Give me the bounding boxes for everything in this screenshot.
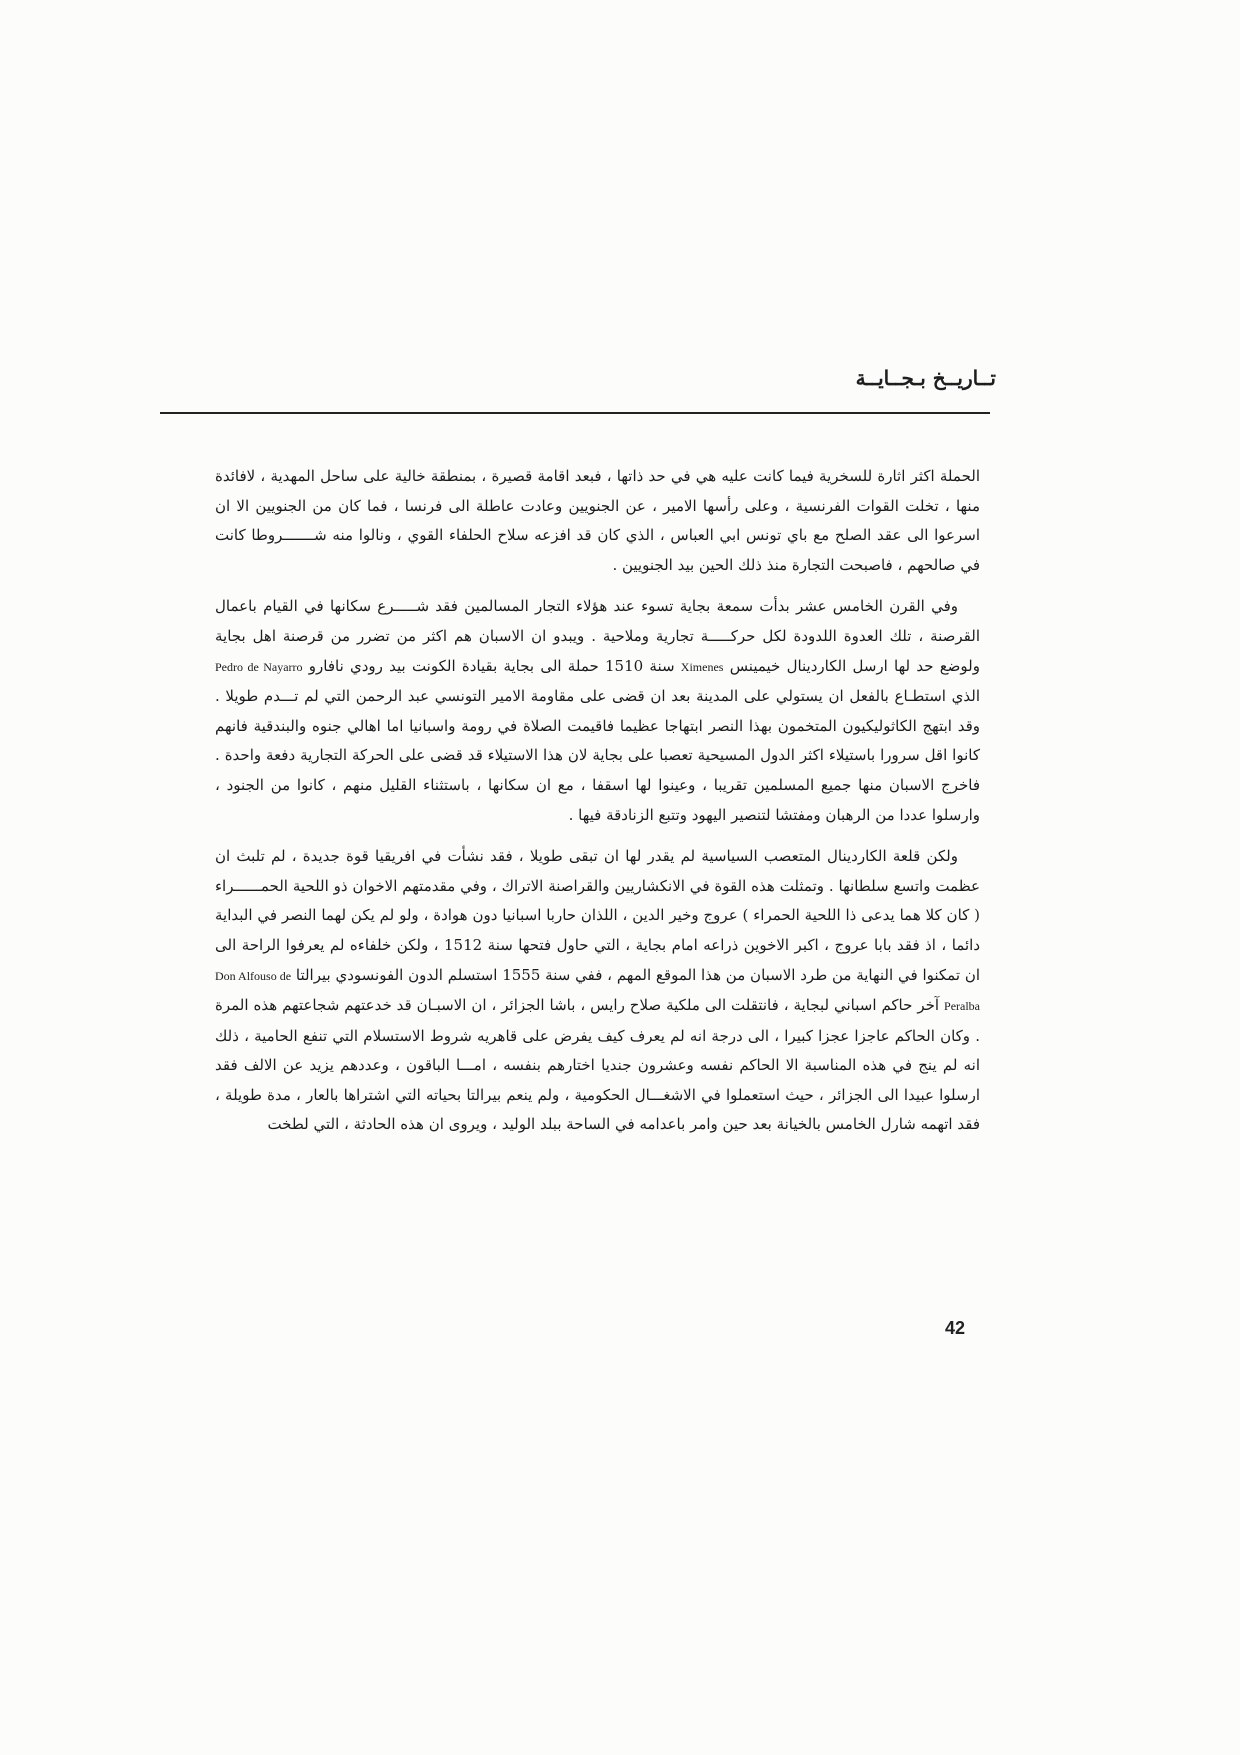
paragraph-3-text-b: آخر حاكم اسباني لبجاية ، فانتقلت الى ملكية صلاح رايس ، باشا الجزائر ، ان الاسبـان قد خدعتهم شجاعتهم هذه المرة . وكان الحاكم عاجزا عجزا كبيرا ، الى درجة انه لم يعرف كيف يفرض على قاهريه شروط الاستسلام التي تنفع الحامية ، ذلك انه لم ينج في هذه المناسبة الا الحاكم نفسه وعشرون جنديا اختارهم بنفسه ، امـــا الباقون ، وعددهم يزيد عن الالف فقد ارسلوا عبيدا الى الجزائر ، حيث استعملوا في الاشغـــال الحكومية ، ولم ينعم بيرالتا بحياته التي اشتراها بالعار ، مدة طويلة ، فقد اتهمه شارل الخامس بالخيانة بعد حين وامر باعدامه في الساحة ببلد الوليد ، ويروى ان هذه الحادثة ، التي لطخت [215, 996, 980, 1134]
paragraph-2-text-a: وفي القرن الخامس عشر بدأت سمعة بجاية تسوء عند هؤلاء التجار المسالمين فقد شـــــرع سكانها في القيام باعمال القرصنة ، تلك العدوة اللدودة لكل حركـــــة تجارية وملاحية . ويبدو ان الاسبان هم اكثر من تضرر من قرصنة اهل بجاية ولوضع حد لها ارسل الكاردينال خيمينس [215, 597, 980, 675]
latin-term-pedro-de-nayarro: Pedro de Nayarro [215, 659, 303, 674]
header-divider [160, 412, 990, 414]
paragraph-3 [215, 842, 980, 1140]
latin-term-ximenes: Ximenes [680, 659, 724, 674]
body-text [215, 462, 980, 1152]
paragraph-2-text-b: سنة 1510 حملة الى بجاية بقيادة الكونت بيد رودي نافارو [308, 656, 675, 675]
page-number: 42 [945, 1318, 966, 1338]
running-header-title: تــاريــخ بـجــايــة [855, 366, 996, 390]
paragraph-2-text-c: الذي استطـاع بالفعل ان يستولي على المدينة بعد ان قضى على مقاومة الامير التونسي عبد الرحمن التي لم تـــدم طويلا . وقد ابتهج الكاثوليكيون المتخمون بهذا النصر ابتهاجا عظيما فاقيمت الصلاة في رومة واسبانيا اما اهالي جنوه والبندقية فانهم كانوا اقل سرورا باستيلاء اكثر الدول المسيحية تعصبا على بجاية لان هذا الاستيلاء قد قضى على الحركة التجارية دفعة واحدة . فاخرج الاسبان منها جميع المسلمين تقريبا ، وعينوا لها اسقفا ، مع ان سكانها ، باستثناء القليل منهم ، كانوا من الجنود ، وارسلوا عددا من الرهبان ومفتشا لتنصير اليهود وتتبع الزنادقة فيها . [215, 687, 980, 824]
paragraph-1 [215, 462, 980, 580]
paragraph-2 [215, 592, 980, 830]
paragraph-3-text-a: ولكن قلعة الكاردينال المتعصب السياسية لم يقدر لها ان تبقى طويلا ، فقد نشأت في افريقيا قوة جديدة ، لم تلبث ان عظمت واتسع سلطانها . وتمثلت هذه القوة في الانكشاريين والقراصنة الاتراك ، وفي مقدمتهم الاخوان ذو اللحية الحمــــــراء ( كان كلا هما يدعى ذا اللحية الحمراء ) عروج وخير الدين ، اللذان حاربا اسبانيا دون هوادة ، ولو لم يكن لهما النصر في البداية دائما ، اذ فقد بابا عروج ، اكبر الاخوين ذراعه امام بجاية ، التي حاول فتحها سنة 1512 ، ولكن خلفاءه لم يعرفوا الراحة الى ان تمكنوا في النهاية من طرد الاسبان من هذا الموقع المهم ، ففي سنة 1555 استسلم الدون الفونسودي بيرالتا [215, 847, 981, 984]
latin-term-don-alfouso-de-peralba: Don Alfouso de Peralba [215, 968, 980, 1014]
paragraph-1-text: الحملة اكثر اثارة للسخرية فيما كانت عليه هي في حد ذاتها ، فبعد اقامة قصيرة ، بمنطقة خالية على ساحل المهدية ، لافائدة منها ، تخلت القوات الفرنسية ، وعلى رأسها الامير ، عن الجنويين وعادت عاطلة الى فرنسا ، فما كان من الجنويين الا ان اسرعوا الى عقد الصلح مع باي تونس ابي العباس ، الذي كان قد افزعه سلاح الحلفاء القوي ، ونالوا منه شـــــــروطا كانت في صالحهم ، فاصبحت التجارة منذ ذلك الحين بيد الجنويين . [215, 467, 980, 574]
